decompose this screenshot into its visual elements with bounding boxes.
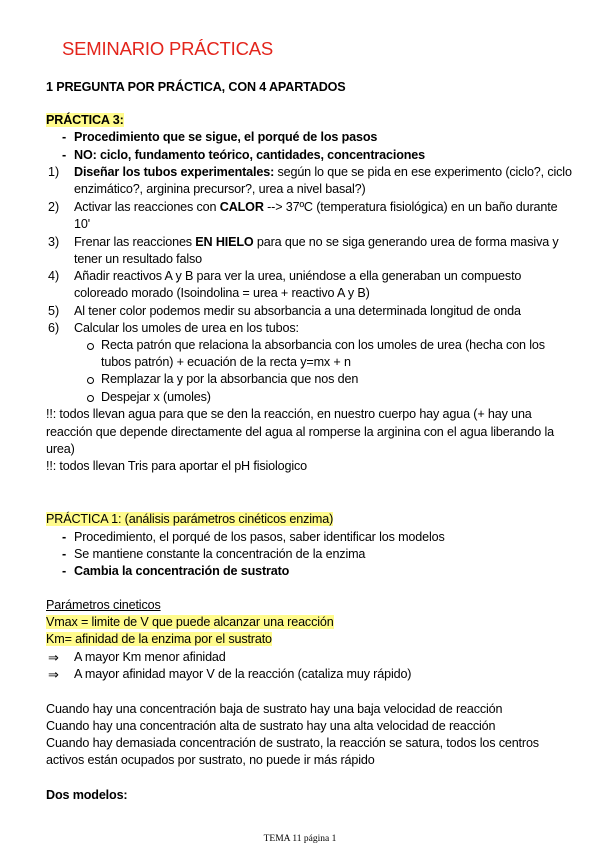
p3-subitem-cont: tubos patrón) + ecuación de la recta y=mx + n: [101, 355, 351, 369]
list-number: 3): [48, 235, 60, 249]
p3-item-3: Frenar las reacciones EN HIELO para que no se siga generando urea de forma masiva y: [74, 235, 559, 249]
practica-3-heading: PRÁCTICA 3:: [46, 113, 124, 127]
vmax-definition: Vmax = limite de V que puede alcanzar una reacción: [46, 615, 334, 629]
km-definition: Km= afinidad de la enzima por el sustrato: [46, 632, 272, 646]
p3-item-1: Diseñar los tubos experimentales: según lo que se pida en ese experimento (ciclo?, ciclo: [74, 165, 572, 179]
list-number: 2): [48, 200, 60, 214]
case-line: Cuando hay demasiada concentración de sustrato, la reacción se satura, todos los centros: [46, 736, 539, 750]
arrow-item: A mayor afinidad mayor V de la reacción (cataliza muy rápido): [74, 667, 412, 681]
note-water-cont: urea): [46, 442, 75, 456]
p3-dash-item: NO: ciclo, fundamento teórico, cantidades, concentraciones: [74, 148, 425, 162]
arrow-item: A mayor Km menor afinidad: [74, 650, 226, 664]
models-heading: Dos modelos:: [46, 788, 128, 802]
case-line: Cuando hay una concentración baja de sustrato hay una baja velocidad de reacción: [46, 702, 503, 716]
dash-bullet: -: [62, 130, 67, 144]
note-water-cont: reacción que depende directamente del agua al romperse la arginina con el agua liberando la: [46, 425, 554, 439]
dash-bullet: -: [62, 547, 67, 561]
dash-bullet: -: [62, 564, 67, 578]
case-line: Cuando hay una concentración alta de sustrato hay una alta velocidad de reacción: [46, 719, 496, 733]
circle-bullet-icon: [87, 395, 94, 402]
p3-subitem: Recta patrón que relaciona la absorbancia con los umoles de urea (hecha con los: [101, 338, 545, 352]
implies-arrow-icon: ⇒: [48, 650, 59, 665]
dash-bullet: -: [62, 530, 67, 544]
p3-dash-item: Procedimiento que se sigue, el porqué de los pasos: [74, 130, 378, 144]
note-tris: !!: todos llevan Tris para aportar el pH fisiologico: [46, 459, 307, 473]
note-water: !!: todos llevan agua para que se den la reacción, en nuestro cuerpo hay agua (+ hay una: [46, 407, 532, 421]
p3-subitem: Remplazar la y por la absorbancia que nos den: [101, 372, 359, 386]
circle-bullet-icon: [87, 377, 94, 384]
p3-subitem: Despejar x (umoles): [101, 390, 211, 404]
subtitle: 1 PREGUNTA POR PRÁCTICA, CON 4 APARTADOS: [46, 80, 346, 94]
practica-1-heading: PRÁCTICA 1: (análisis parámetros cinéticos enzima): [46, 512, 334, 526]
p1-dash-item: Cambia la concentración de sustrato: [74, 564, 290, 578]
list-number: 6): [48, 321, 60, 335]
page-footer: TEMA 11 página 1: [263, 834, 337, 844]
list-number: 5): [48, 304, 60, 318]
list-number: 4): [48, 269, 60, 283]
circle-bullet-icon: [87, 343, 94, 350]
implies-arrow-icon: ⇒: [48, 667, 59, 682]
p3-item-4: Añadir reactivos A y B para ver la urea, uniéndose a ella generaban un compuesto: [74, 269, 522, 283]
p1-dash-item: Procedimiento, el porqué de los pasos, saber identificar los modelos: [74, 530, 445, 544]
list-number: 1): [48, 165, 60, 179]
page-title: SEMINARIO PRÁCTICAS: [62, 38, 274, 59]
p1-dash-item: Se mantiene constante la concentración de la enzima: [74, 547, 366, 561]
p3-item-3-cont: tener un resultado falso: [74, 252, 203, 266]
case-line: activos están ocupados por sustrato, no puede ir más rápido: [46, 753, 375, 767]
p3-item-6: Calcular los umoles de urea en los tubos:: [74, 321, 299, 335]
p3-item-5: Al tener color podemos medir su absorbancia a una determinada longitud de onda: [74, 304, 521, 318]
p3-item-2-cont: 10': [74, 217, 90, 231]
dash-bullet: -: [62, 148, 67, 162]
p3-item-4-cont: coloreado morado (Isoindolina = urea + reactivo A y B): [74, 286, 370, 300]
p3-item-2: Activar las reacciones con CALOR --> 37ºC (temperatura fisiológica) en un baño durante: [74, 200, 558, 214]
params-heading: Parámetros cineticos: [46, 598, 161, 612]
p3-item-1-cont: enzimático?, arginina precursor?, urea a nivel basal?): [74, 182, 366, 196]
